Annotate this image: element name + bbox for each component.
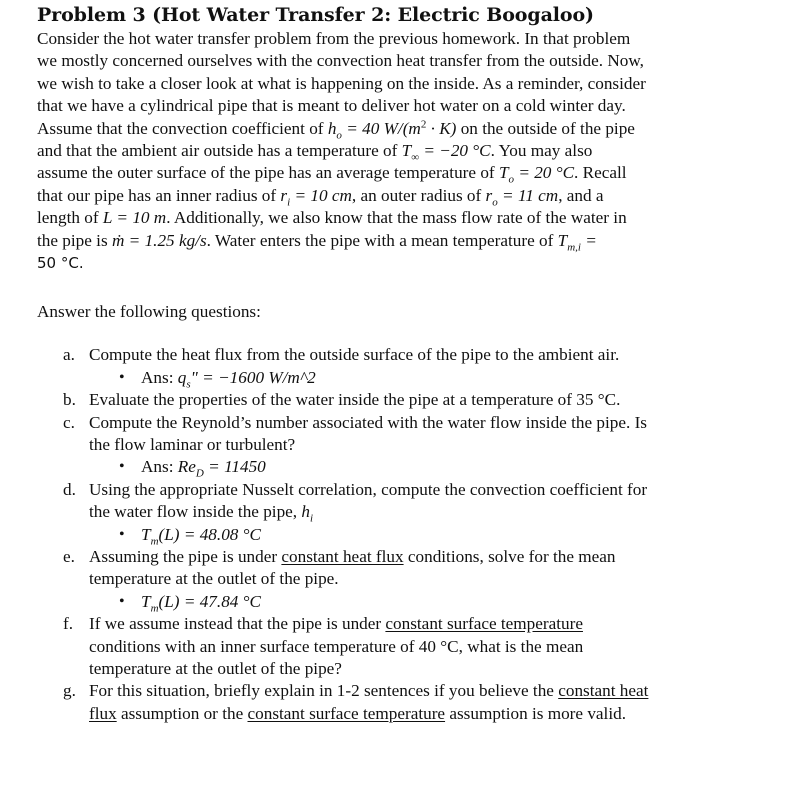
answer-d: • $T_m(L) = 48.08$ °C xyxy=(119,524,262,547)
intro-line: that we have a cylindrical pipe that is meant to deliver hot water on a cold winter day. xyxy=(37,96,626,116)
answer-c: • Ans: $Re_D = 11450$ xyxy=(119,457,266,480)
problem-statement xyxy=(37,28,737,274)
bullet-icon: • xyxy=(119,525,125,543)
intro-line-flowrate: the pipe is ṁ = 1.25 kg/s. Water enters the pipe with a mean temperature of $T_{m,i}$ = xyxy=(37,230,597,253)
intro-line-length: length of L = 10 m. Additionally, we also know that the mass flow rate of the water in xyxy=(37,208,627,228)
bullet-icon: • xyxy=(119,458,125,476)
question-c: c. Compute the Reynold’s number associated with the water flow inside the pipe. Is the flow laminar or turbulent? • Ans: $Re_D = 11450$ xyxy=(37,412,737,479)
intro-line-surface: assume the outer surface of the pipe has an average temperature of $T_o = 20$ °C. Recall xyxy=(37,163,627,186)
question-g: g. For this situation, briefly explain in 1-2 sentences if you believe the constant heat flux assumption or the constant surface temperature assumption is more valid. xyxy=(63,681,649,723)
bullet-icon: • xyxy=(119,592,125,610)
document-page xyxy=(37,0,737,725)
intro-line-ambient: and that the ambient air outside has a temperature of $T_\infty = -20$ °C. You may also xyxy=(37,140,593,164)
answer-e: • $T_m(L) = 47.84$ °C xyxy=(119,591,262,615)
intro-line-radii: that our pipe has an inner radius of $r_i = 10$ cm, an outer radius of $r_o = 11$ cm, and a xyxy=(37,185,604,209)
bullet-icon: • xyxy=(119,368,125,386)
intro-line: we wish to take a closer look at what is happening on the inside. As a reminder, consider xyxy=(37,73,646,93)
intro-line-inlet-temp: 50 °C. xyxy=(37,253,84,272)
intro-line: Consider the hot water transfer problem from the previous homework. In that problem xyxy=(37,29,631,48)
question-b: b. Evaluate the properties of the water inside the pipe at a temperature of 35 °C. xyxy=(63,390,621,410)
question-e: e. Assuming the pipe is under constant heat flux conditions, solve for the mean temperature at the outlet of the pipe. • $T_m(L) = 47.84$ °C xyxy=(37,546,737,613)
question-f: f. If we assume instead that the pipe is under constant surface temperature conditions with an inner surface temperature of 40 °C, what is the mean temperature at the outlet of the pipe? xyxy=(63,614,584,678)
question-d: d. Using the appropriate Nusselt correlation, compute the convection coefficient for the water flow inside the pipe, $h_i$ • $T_m(L) = 48.08$ °C xyxy=(37,479,737,546)
question-a: a. Compute the heat flux from the outside surface of the pipe to the ambient air. • Ans: $q_s$" = −1600 W/m^2 xyxy=(37,344,737,389)
problem-title: Problem 3 (Hot Water Transfer 2: Electric Boogaloo) xyxy=(37,4,594,26)
answer-a: • Ans: $q_s$" = −1600 W/m^2 xyxy=(119,367,316,391)
intro-line: we mostly concerned ourselves with the convection heat transfer from the outside. Now, xyxy=(37,51,644,71)
answer-prompt: Answer the following questions: xyxy=(37,302,261,322)
intro-line-convection: Assume that the convection coefficient of $h_o = 40$ $W/(m^2 \cdot K)$ on the outside of the pipe xyxy=(37,117,635,141)
question-list xyxy=(37,344,737,725)
